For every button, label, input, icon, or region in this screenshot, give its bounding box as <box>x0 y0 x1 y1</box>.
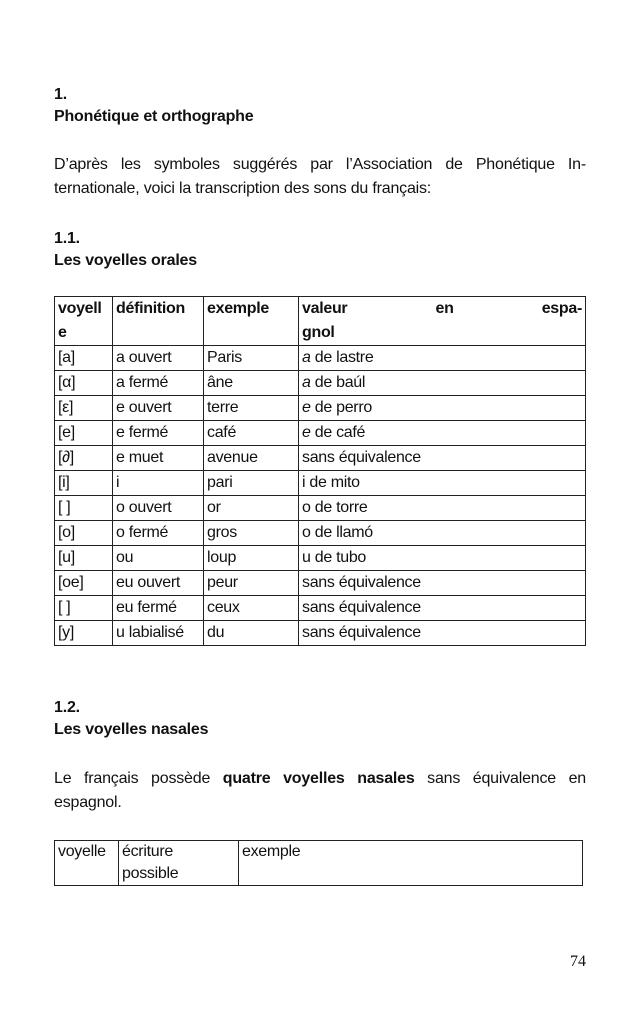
example-cell: avenue <box>204 446 299 471</box>
vowel-cell: [α] <box>55 371 113 396</box>
definition-cell: e ouvert <box>113 396 204 421</box>
spanish-value-text: u de tubo <box>302 549 367 566</box>
nasal-line: espagnol. <box>54 794 122 811</box>
definition-cell: eu fermé <box>113 596 204 621</box>
intro-line: ternationale, voici la transcription des sons du français: <box>54 180 432 197</box>
header-text: valeur en espa- <box>302 300 582 317</box>
example-cell: peur <box>204 571 299 596</box>
section-1-title: Phonétique et orthographe <box>54 108 254 125</box>
spanish-value-text: sans équivalence <box>302 449 421 466</box>
section-1-2-number: 1.2. <box>54 699 80 716</box>
definition-cell: i <box>113 471 204 496</box>
example-cell: loup <box>204 546 299 571</box>
letter-emphasis: e <box>302 399 311 416</box>
definition-cell: e muet <box>113 446 204 471</box>
table-row <box>55 496 586 521</box>
example-cell: du <box>204 621 299 646</box>
spanish-value-text: sans équivalence <box>302 599 421 616</box>
header-text: gnol <box>302 324 335 341</box>
nasal-text: Le français possède <box>54 770 223 787</box>
spanish-value-cell <box>299 346 586 371</box>
page-number: 74 <box>570 953 586 970</box>
table-row <box>55 346 586 371</box>
nasal-line <box>54 767 586 791</box>
spanish-value-cell <box>299 396 586 421</box>
spanish-value-text: sans équivalence <box>302 624 421 641</box>
header-definition: définition <box>113 297 204 346</box>
spanish-value-cell <box>299 621 586 646</box>
section-1-1-number: 1.1. <box>54 230 80 247</box>
table-row <box>55 571 586 596</box>
spanish-value-text: sans équivalence <box>302 574 421 591</box>
definition-cell: e fermé <box>113 421 204 446</box>
example-cell: ceux <box>204 596 299 621</box>
example-cell: âne <box>204 371 299 396</box>
header-exemple: exemple <box>204 297 299 346</box>
vowel-cell: [a] <box>55 346 113 371</box>
header-voyelle: voyelle <box>55 841 119 886</box>
example-cell: or <box>204 496 299 521</box>
vowel-cell: [e] <box>55 421 113 446</box>
header-text: e <box>58 324 67 341</box>
vowel-cell: [o] <box>55 521 113 546</box>
vowel-cell: [ ] <box>55 496 113 521</box>
intro-line: D’après les symboles suggérés par l’Association de Phonétique In- <box>54 156 586 173</box>
spanish-value-cell <box>299 421 586 446</box>
table-row <box>55 421 586 446</box>
definition-cell: ou <box>113 546 204 571</box>
spanish-value-cell <box>299 446 586 471</box>
nasal-paragraph <box>54 767 586 815</box>
letter-emphasis: a <box>302 374 311 391</box>
header-exemple: exemple <box>239 841 583 886</box>
nasal-vowels-table <box>54 840 583 886</box>
spanish-value-cell <box>299 496 586 521</box>
header-text: possible <box>122 865 179 882</box>
header-voyelle <box>55 297 113 346</box>
vowel-cell: [oe] <box>55 571 113 596</box>
letter-emphasis: a <box>302 349 311 366</box>
definition-cell: u labialisé <box>113 621 204 646</box>
example-cell: café <box>204 421 299 446</box>
header-text: écriture <box>122 843 173 860</box>
spanish-value-cell <box>299 371 586 396</box>
spanish-value-text: i de mito <box>302 474 360 491</box>
spanish-value-text: o de llamó <box>302 524 373 541</box>
table-row <box>55 546 586 571</box>
spanish-value-cell <box>299 596 586 621</box>
definition-cell: o ouvert <box>113 496 204 521</box>
table-header-row <box>55 841 583 886</box>
example-cell: Paris <box>204 346 299 371</box>
header-ecriture <box>119 841 239 886</box>
spanish-value-text: o de torre <box>302 499 368 516</box>
definition-cell: a ouvert <box>113 346 204 371</box>
definition-cell: eu ouvert <box>113 571 204 596</box>
vowel-cell: [ε] <box>55 396 113 421</box>
spanish-value-text: de baúl <box>310 374 366 391</box>
table-row <box>55 596 586 621</box>
table-row <box>55 471 586 496</box>
oral-vowels-table <box>54 296 586 646</box>
table-row <box>55 621 586 646</box>
vowel-cell: [y] <box>55 621 113 646</box>
definition-cell: a fermé <box>113 371 204 396</box>
header-text: voyell <box>58 300 102 317</box>
spanish-value-cell <box>299 521 586 546</box>
nasal-bold-text: quatre voyelles nasales <box>222 770 415 787</box>
vowel-cell: [i] <box>55 471 113 496</box>
section-1-1-title: Les voyelles orales <box>54 252 197 269</box>
table-header-row <box>55 297 586 346</box>
table-row <box>55 521 586 546</box>
example-cell: gros <box>204 521 299 546</box>
spanish-value-text: de café <box>310 424 366 441</box>
definition-cell: o fermé <box>113 521 204 546</box>
letter-emphasis: e <box>302 424 311 441</box>
spanish-value-cell <box>299 471 586 496</box>
section-1-2-title: Les voyelles nasales <box>54 721 209 738</box>
table-row <box>55 396 586 421</box>
table-row <box>55 446 586 471</box>
spanish-value-cell <box>299 546 586 571</box>
intro-paragraph <box>54 153 586 201</box>
example-cell: pari <box>204 471 299 496</box>
table-row <box>55 371 586 396</box>
nasal-text: sans équivalence en <box>414 770 586 787</box>
section-1-number: 1. <box>54 86 67 103</box>
header-valeur <box>299 297 586 346</box>
spanish-value-text: de perro <box>310 399 372 416</box>
vowel-cell: [ ] <box>55 596 113 621</box>
example-cell: terre <box>204 396 299 421</box>
vowel-cell: [∂] <box>55 446 113 471</box>
spanish-value-text: de lastre <box>310 349 374 366</box>
vowel-cell: [u] <box>55 546 113 571</box>
spanish-value-cell <box>299 571 586 596</box>
